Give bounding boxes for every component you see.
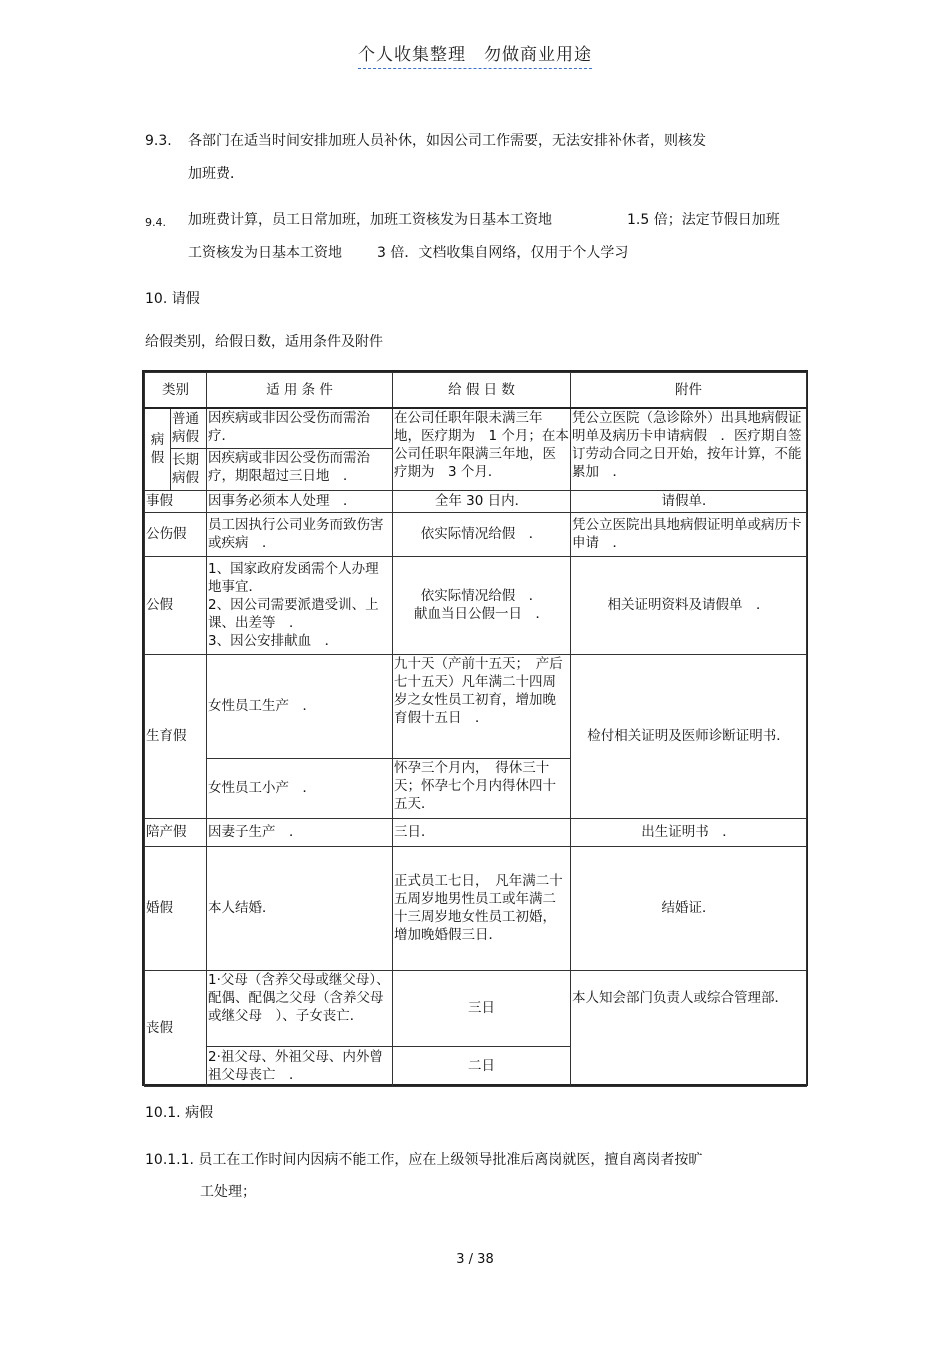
leave-table [144, 372, 807, 1087]
table-row [145, 970, 807, 1046]
paternity-leave-attachment: 出生证明书 ． [571, 818, 807, 846]
personal-leave-label: 事假 [145, 490, 207, 512]
funeral-parents-condition: 1·父母（含养父母或继父母）、配偶、配偶之父母（含养父母或继父母 ）、子女丧亡． [207, 970, 393, 1046]
sick-leave-group-label: 病 假 [145, 408, 171, 490]
normal-sick-label: 普通 病假 [171, 408, 207, 448]
table-row [145, 654, 807, 758]
maternity-birth-days: 九十天（产前十五天； 产后七十五天）凡年满二十四周岁之女性员工初育，增加晚育假十五日 ． [393, 654, 571, 758]
maternity-leave-label: 生育假 [145, 654, 207, 818]
maternity-birth-condition: 女性员工生产 ． [207, 654, 393, 758]
paternity-leave-days: 三日． [393, 818, 571, 846]
personal-leave-condition: 因事务必须本人处理 ． [207, 490, 393, 512]
public-leave-label: 公假 [145, 556, 207, 654]
funeral-parents-days: 三日 [393, 970, 571, 1046]
table-row [145, 490, 807, 512]
funeral-attachment: 本人知会部门负责人或综合管理部． [571, 970, 807, 1086]
section-9-4-text-line2b: 3 倍．文档收集自网络，仅用于个人学习 [377, 245, 629, 261]
header-condition: 适 用 条 件 [207, 373, 393, 409]
injury-leave-label: 公伤假 [145, 512, 207, 556]
section-9-3-number: 9.3. [145, 133, 172, 149]
sick-attachment: 凭公立医院（急诊除外）出具地病假证明单及病历卡申请病假 ．医疗期自签订劳动合同之日开始，按年计算，不能累加 ． [571, 408, 807, 490]
marriage-leave-condition: 本人结婚． [207, 846, 393, 970]
normal-sick-condition: 因疾病或非因公受伤而需治疗． [207, 408, 393, 448]
section-9-3-text-line2: 加班费． [188, 166, 244, 182]
public-leave-days: 依实际情况给假 ． 献血当日公假一日 ． [393, 556, 571, 654]
personal-leave-days: 全年 30 日内． [393, 490, 571, 512]
page-number: 3 / 38 [456, 1252, 494, 1267]
section-9-3-text-line1: 各部门在适当时间安排加班人员补休，如因公司工作需要，无法安排补休者，则核发 [188, 133, 706, 149]
section-9-4-text-line1a: 加班费计算，员工日常加班，加班工资核发为日基本工资地 [188, 212, 552, 228]
long-sick-condition: 因疾病或非因公受伤而需治疗，期限超过三日地 ． [207, 448, 393, 490]
section-9-4-number: 9.4. [145, 216, 166, 229]
table-row [145, 556, 807, 654]
funeral-grandparents-days: 二日 [393, 1046, 571, 1086]
sick-days: 在公司任职年限未满三年地，医疗期为 1 个月；在本公司任职年限满三年地，医疗期为 3 个月． [393, 408, 571, 490]
paternity-leave-label: 陪产假 [145, 818, 207, 846]
injury-leave-attachment: 凭公立医院出具地病假证明单或病历卡申请 ． [571, 512, 807, 556]
section-10-1-1-line2: 工处理； [200, 1184, 256, 1200]
public-leave-attachment: 相关证明资料及请假单 ． [571, 556, 807, 654]
table-row [145, 512, 807, 556]
funeral-leave-label: 丧假 [145, 970, 207, 1086]
section-10-1-heading: 10.1. 病假 [145, 1105, 214, 1121]
table-row [145, 846, 807, 970]
header-days: 给 假 日 数 [393, 373, 571, 409]
header-category: 类别 [145, 373, 207, 409]
marriage-leave-attachment: 结婚证． [571, 846, 807, 970]
maternity-miscarriage-days: 怀孕三个月内， 得休三十天；怀孕七个月内得休四十五天． [393, 758, 571, 818]
table-header-row [145, 373, 807, 409]
injury-leave-days: 依实际情况给假 ． [393, 512, 571, 556]
section-9-4-text-line2a: 工资核发为日基本工资地 [188, 245, 342, 261]
header-attachment: 附件 [571, 373, 807, 409]
marriage-leave-label: 婚假 [145, 846, 207, 970]
long-sick-label: 长期 病假 [171, 448, 207, 490]
watermark-header: 个人收集整理 勿做商业用途 [0, 40, 950, 65]
table-row [145, 408, 807, 448]
maternity-attachment: 检付相关证明及医师诊断证明书． [571, 654, 807, 818]
section-10-heading: 10. 请假 [145, 291, 200, 307]
maternity-miscarriage-condition: 女性员工小产 ． [207, 758, 393, 818]
public-leave-condition: 1、国家政府发函需个人办理地事宜． 2、因公司需要派遣受训、上课、出差等 ． 3、因公安排献血 ． [207, 556, 393, 654]
marriage-leave-days: 正式员工七日， 凡年满二十五周岁地男性员工或年满二十三周岁地女性员工初婚， 增加晚婚假三日． [393, 846, 571, 970]
leave-table-frame [142, 370, 808, 1086]
funeral-grandparents-condition: 2·祖父母、外祖父母、内外曾祖父母丧亡 ． [207, 1046, 393, 1086]
personal-leave-attachment: 请假单． [571, 490, 807, 512]
section-9-4-text-line1b: 1.5 倍；法定节假日加班 [627, 212, 780, 228]
table-row [145, 818, 807, 846]
table-intro: 给假类别，给假日数，适用条件及附件 [145, 334, 383, 350]
section-10-1-1-line1: 10.1.1. 员工在工作时间内因病不能工作，应在上级领导批准后离岗就医，擅自离岗者按旷 [145, 1152, 703, 1168]
injury-leave-condition: 员工因执行公司业务而致伤害或疾病 ． [207, 512, 393, 556]
paternity-leave-condition: 因妻子生产 ． [207, 818, 393, 846]
